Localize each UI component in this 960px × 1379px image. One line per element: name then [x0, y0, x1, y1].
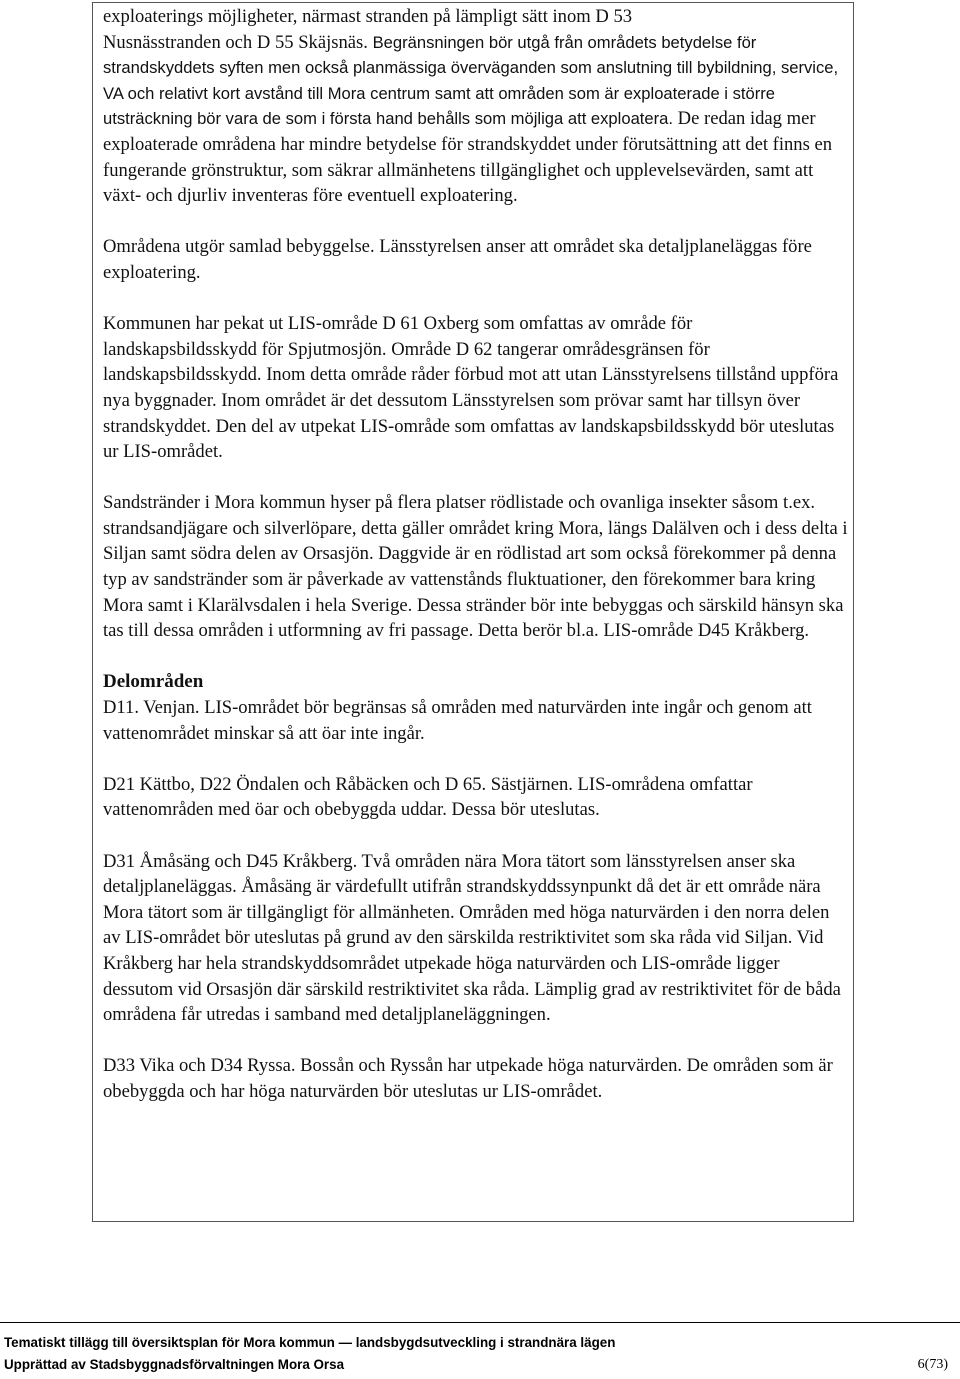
footer-rule: [0, 1322, 960, 1323]
intro-line-2-start: Nusnässtranden och D 55 Skäjsnäs.: [103, 31, 368, 53]
footer-title-text: Tematiskt tillägg till översiktsplan för Mora kommun — landsbygdsutveckling i strandnära lägen: [4, 1335, 616, 1350]
footer-publisher: [4, 1356, 948, 1374]
footer-title: [4, 1334, 948, 1352]
page-number: 6(73): [917, 1357, 948, 1372]
paragraph-kommunen: Kommunen har pekat ut LIS-område D 61 Oxberg som omfattas av område för landskapsbildsskydd för Spjutmosjön. Område D 62 tangerar områdesgränsen för landskapsbildsskydd. Inom detta område råder förbud mot att utan Länsstyrelsens tillstånd uppföra nya byggnader. Inom området är det dessutom Länsstyrelsen som prövar samt har tillsyn över strandskyddet. Den del av utpekat LIS-område som omfattas av landskapsbildsskydd bör uteslutas ur LIS-området.: [103, 313, 839, 463]
intro-line-1: exploaterings möjligheter, närmast stranden på lämpligt sätt inom D 53: [103, 6, 633, 27]
document-body: [103, 4, 848, 1105]
paragraph-samlad-bebyggelse: Områdena utgör samlad bebyggelse. Länsstyrelsen anser att området ska detaljplaneläggas före exploatering.: [103, 236, 812, 283]
paragraph-sandstrander: Sandstränder i Mora kommun hyser på flera platser rödlistade och ovanliga insekter såsom t.ex. strandsandjägare och silverlöpare, detta gäller området kring Mora, längs Dalälven och i dess delta i Siljan samt södra delen av Orsasjön. Daggvide är en rödlistad art som också förekommer på denna typ av sandstränder som är påverkade av vattenstånds fluktuationer, den förekommer bara kring Mora samt i Klarälvsdalen i hela Sverige. Dessa stränder bör inte bebyggas och särskild hänsyn ska tas till dessa områden i utformning av fri passage. Detta berör bl.a. LIS-område D45 Kråkberg.: [103, 492, 848, 642]
intro-sans-text: Begränsningen bör utgå från områdets betydelse för strandskyddets syften men också planmässiga överväganden som anslutning till bybildning, service, VA och relativt kort avstånd till Mora centrum samt att områden som är exploaterade i större utsträckning bör vara de som i första hand behålls som möjliga att exploatera.: [103, 32, 839, 129]
paragraph-d31: D31 Åmåsäng och D45 Kråkberg. Två områden nära Mora tätort som länsstyrelsen anser ska detaljplaneläggas. Åmåsäng är värdefullt utifrån strandskyddssynpunkt då det är ett område nära Mora tätort som är tillgängligt för allmänheten. Områden med höga naturvärden i den norra delen av LIS-området bör uteslutas på grund av den särskilda restriktivitet som ska råda vid Siljan. Vid Kråkberg har hela strandskyddsområdet utpekade höga naturvärden och LIS-område ligger dessutom vid Orsasjön där särskild restriktivitet ska råda. Lämplig grad av restriktivitet för de båda områdena får utredas i samband med detaljplaneläggningen.: [103, 850, 841, 1026]
paragraph-d33: D33 Vika och D34 Ryssa. Bossån och Ryssån har utpekade höga naturvärden. De områden som är obebyggda och har höga naturvärden bör uteslutas ur LIS-området.: [103, 1055, 833, 1102]
heading-delomraden: Delområden: [103, 671, 204, 693]
intro-tail-text: De redan idag mer exploaterade områdena har mindre betydelse för strandskyddet under förutsättning att det finns en fungerande grönstruktur, som säkrar allmänhetens tillgänglighet och upplevelsevärden, samt att växt- och djurliv inventeras före eventuell exploatering.: [103, 108, 833, 207]
footer-publisher-text: Upprättad av Stadsbyggnadsförvaltningen Mora Orsa: [4, 1357, 345, 1372]
intro-paragraph: [103, 4, 848, 209]
paragraph-d21: D21 Kättbo, D22 Öndalen och Råbäcken och D 65. Sästjärnen. LIS-områdena omfattar vattenområden med öar och obebyggda uddar. Dessa bör uteslutas.: [103, 773, 753, 821]
paragraph-d11: D11. Venjan. LIS-området bör begränsas så områden med naturvärden inte ingår och genom att vattenområdet minskar så att öar inte ingår.: [103, 697, 812, 744]
